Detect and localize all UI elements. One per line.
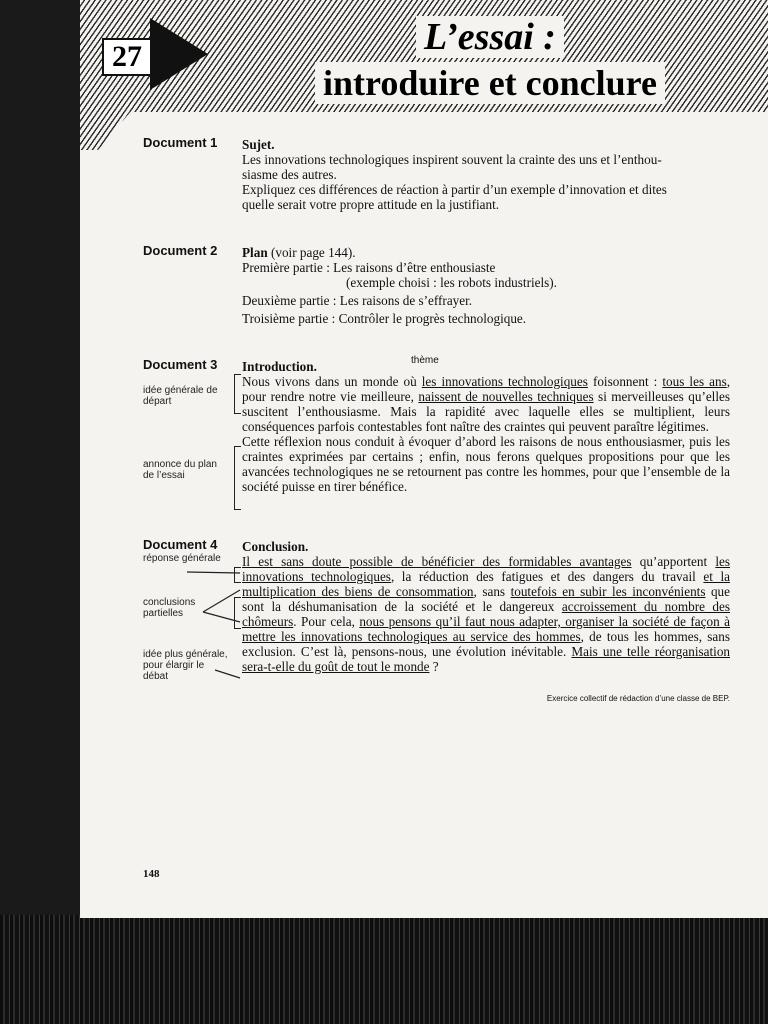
doc2-label: Document 2 — [143, 243, 218, 258]
theme-annotation: thème — [411, 355, 439, 366]
doc3-body — [242, 359, 730, 494]
page-number: 148 — [143, 868, 160, 880]
doc4-note-conclusions-partielles: conclusions partielles — [143, 597, 196, 619]
chapter-number: 27 — [102, 38, 152, 76]
doc2-line: Deuxième partie : Les raisons de s’effrayer. — [242, 293, 473, 308]
book-page — [80, 0, 768, 918]
doc3-note-annonce-plan: annonce du plan de l’essai — [143, 459, 217, 481]
doc1-line: quelle serait votre propre attitude en la justifiant. — [242, 197, 500, 212]
credit-line: Exercice collectif de rédaction d’une classe de BEP. — [546, 694, 730, 703]
doc3-note-idee-generale: idée générale de départ — [143, 385, 218, 407]
doc4-heading: Conclusion. — [242, 539, 309, 554]
doc4-body — [242, 539, 730, 674]
scan-dark-border — [0, 915, 768, 1024]
doc3-label: Document 3 — [143, 357, 218, 372]
doc1-line: siasme des autres. — [242, 167, 337, 182]
doc1-heading: Sujet. — [242, 137, 275, 152]
bracket-mark — [234, 597, 241, 629]
bracket-mark — [234, 374, 241, 414]
page-title — [230, 16, 750, 104]
doc1-line: Les innovations technologiques inspirent souvent la crainte des uns et l’enthou- — [242, 152, 662, 167]
title-line-2: introduire et conclure — [315, 62, 665, 104]
doc4-paragraph: Il est sans doute possible de bénéficier des formidables avantages qu’apportent les innovations technologiques, la réduction des fatigues et des dangers du travail et la multiplication des biens de consommation, sans toutefois en subir les inconvénients que sont la déshumanisation de la société et le dangereux accroissement du nombre des chômeurs. Pour cela, nous pensons qu’il faut nous adapter, organiser la société de façon à mettre les innovations technologiques au service des hommes, de tous les hommes, sans exclusion. C’est là, pensons-nous, une évolution inévitable. Mais une telle réorganisation sera-t-elle du goût de tout le monde ? — [242, 554, 731, 674]
doc4-label: Document 4 — [143, 537, 218, 552]
doc1-body — [242, 137, 730, 212]
doc2-line: (exemple choisi : les robots industriels). — [346, 275, 557, 290]
title-line-1: L’essai : — [416, 16, 564, 58]
bracket-mark — [234, 567, 241, 583]
doc2-heading-note: (voir page 144). — [267, 245, 356, 260]
doc4-note-reponse-generale: réponse générale — [143, 553, 221, 564]
doc2-heading: Plan — [242, 245, 268, 260]
doc3-paragraph-1: Nous vivons dans un monde où les innovations technologiques foisonnent : tous les ans, pour rendre notre vie meilleure, naissent de nouvelles techniques si merveilleuses qu’elles suscitent l’enthousiasme. Mais la rapidité avec laquelle elles se multiplient, leurs conséquences parfois contestables font naître des craintes qui peuvent paraître légitimes. — [242, 374, 730, 434]
bracket-mark — [234, 446, 241, 510]
doc3-heading: Introduction. — [242, 359, 317, 374]
doc2-body — [242, 245, 730, 326]
doc4-note-elargir-debat: idée plus générale, pour élargir le débat — [143, 649, 228, 682]
doc1-label: Document 1 — [143, 135, 218, 150]
doc3-paragraph-2: Cette réflexion nous conduit à évoquer d’abord les raisons de nous enthousiasmer, puis les craintes exprimées par certains ; enfin, nous ferons quelques propositions pour que les avancées technologiques ne se retournent pas contre les hommes, pour que l’ensemble de la société puisse en tirer bénéfice. — [242, 434, 730, 494]
doc2-line: Première partie : Les raisons d’être enthousiaste — [242, 260, 496, 275]
doc2-line: Troisième partie : Contrôler le progrès technologique. — [242, 311, 527, 326]
doc1-line: Expliquez ces différences de réaction à partir d’un exemple d’innovation et dites — [242, 182, 667, 197]
